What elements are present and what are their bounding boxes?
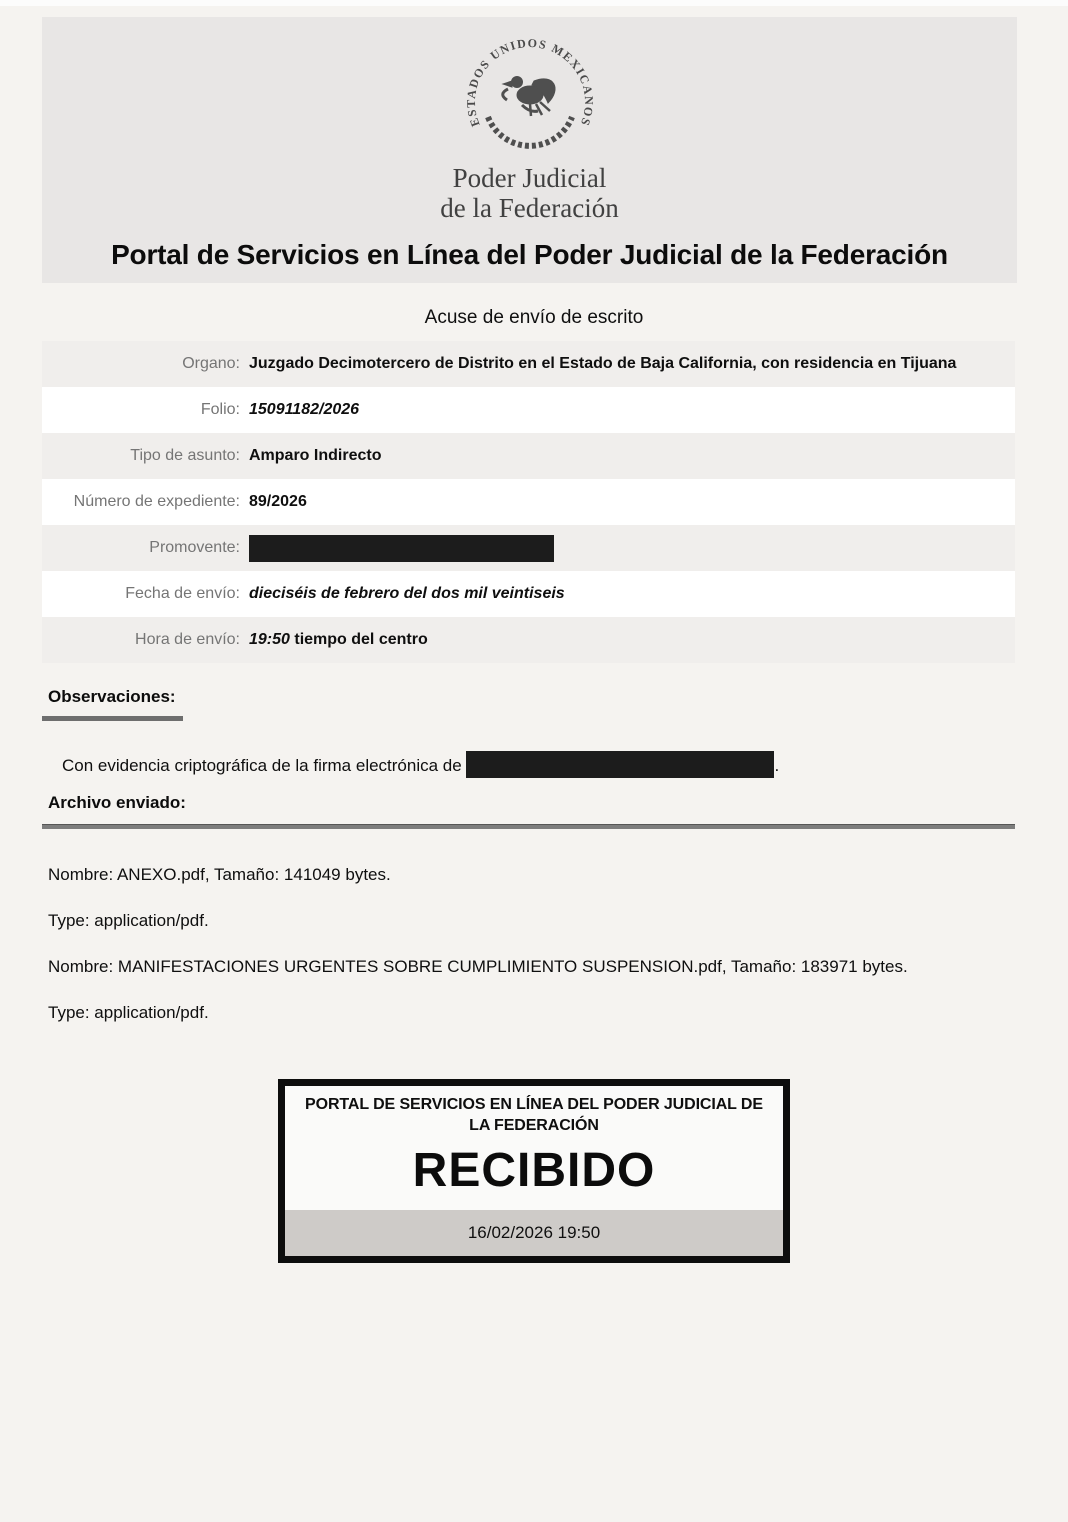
table-row-promovente: [42, 525, 1015, 571]
redaction-bar-promovente: [249, 535, 554, 562]
stamp-status: RECIBIDO: [412, 1144, 656, 1198]
file-type-line: Type: application/pdf.: [48, 911, 209, 931]
org-name: [42, 163, 1017, 223]
evidence-text: Con evidencia criptográfica de la firma electrónica de: [62, 756, 462, 776]
row-value: [249, 535, 554, 562]
file-name-line: Nombre: ANEXO.pdf, Tamaño: 141049 bytes.: [48, 865, 391, 885]
file-name-line: Nombre: MANIFESTACIONES URGENTES SOBRE CUMPLIMIENTO SUSPENSION.pdf, Tamaño: 183971 bytes.: [48, 957, 908, 977]
org-name-line1: Poder Judicial: [452, 163, 607, 193]
section-divider: [42, 824, 1015, 829]
viewport-top-strip: [0, 0, 1068, 6]
seal-circle-text: ESTADOS UNIDOS MEXICANOS: [463, 35, 596, 129]
document-subtitle: Acuse de envío de escrito: [424, 307, 644, 329]
seal-wreath: [488, 117, 572, 146]
recibido-stamp: [278, 1079, 790, 1263]
row-value: 89/2026: [249, 493, 307, 511]
stamp-datetime: 16/02/2026 19:50: [285, 1210, 783, 1256]
observaciones-heading: Observaciones:: [48, 687, 176, 707]
file-type-line: Type: application/pdf.: [48, 1003, 209, 1023]
archivo-heading: Archivo enviado:: [48, 793, 186, 813]
page-title: Portal de Servicios en Línea del Poder Judicial de la Federación: [111, 239, 948, 271]
observaciones-underline: [42, 716, 183, 721]
national-seal-icon: [456, 33, 604, 159]
row-label: Organo:: [182, 355, 240, 373]
row-value-time: 19:50: [249, 631, 290, 649]
detail-table: [42, 341, 1015, 663]
table-row-organo: [42, 341, 1015, 387]
redaction-bar-signature: [466, 751, 774, 778]
row-label: Tipo de asunto:: [130, 447, 240, 465]
file-list: [48, 865, 1068, 1023]
stamp-title: PORTAL DE SERVICIOS EN LÍNEA DEL PODER JUDICIAL DE LA FEDERACIÓN: [305, 1096, 763, 1135]
row-value: Amparo Indirecto: [249, 447, 382, 465]
row-label: Promovente:: [149, 539, 240, 557]
evidence-period: .: [774, 756, 780, 776]
row-value: 15091182/2026: [249, 401, 360, 419]
table-row-hora-envio: [42, 617, 1015, 663]
row-label: Número de expediente:: [73, 493, 240, 511]
evidence-line: [62, 751, 1068, 778]
org-name-line2: de la Federación: [440, 193, 619, 224]
row-value: Juzgado Decimotercero de Distrito en el Estado de Baja California, con residencia en Tijuana: [249, 355, 957, 373]
row-value: dieciséis de febrero del dos mil veintiseis: [249, 585, 565, 603]
table-row-folio: [42, 387, 1015, 433]
header-panel: [42, 17, 1017, 283]
row-value: [249, 631, 428, 649]
seal-eagle: [502, 77, 554, 117]
table-row-expediente: [42, 479, 1015, 525]
table-row-tipo-asunto: [42, 433, 1015, 479]
row-value-timezone: tiempo del centro: [289, 631, 428, 649]
row-label: Fecha de envío:: [125, 585, 240, 603]
row-label: Folio:: [200, 401, 240, 419]
table-row-fecha-envio: [42, 571, 1015, 617]
row-label: Hora de envío:: [135, 631, 240, 649]
